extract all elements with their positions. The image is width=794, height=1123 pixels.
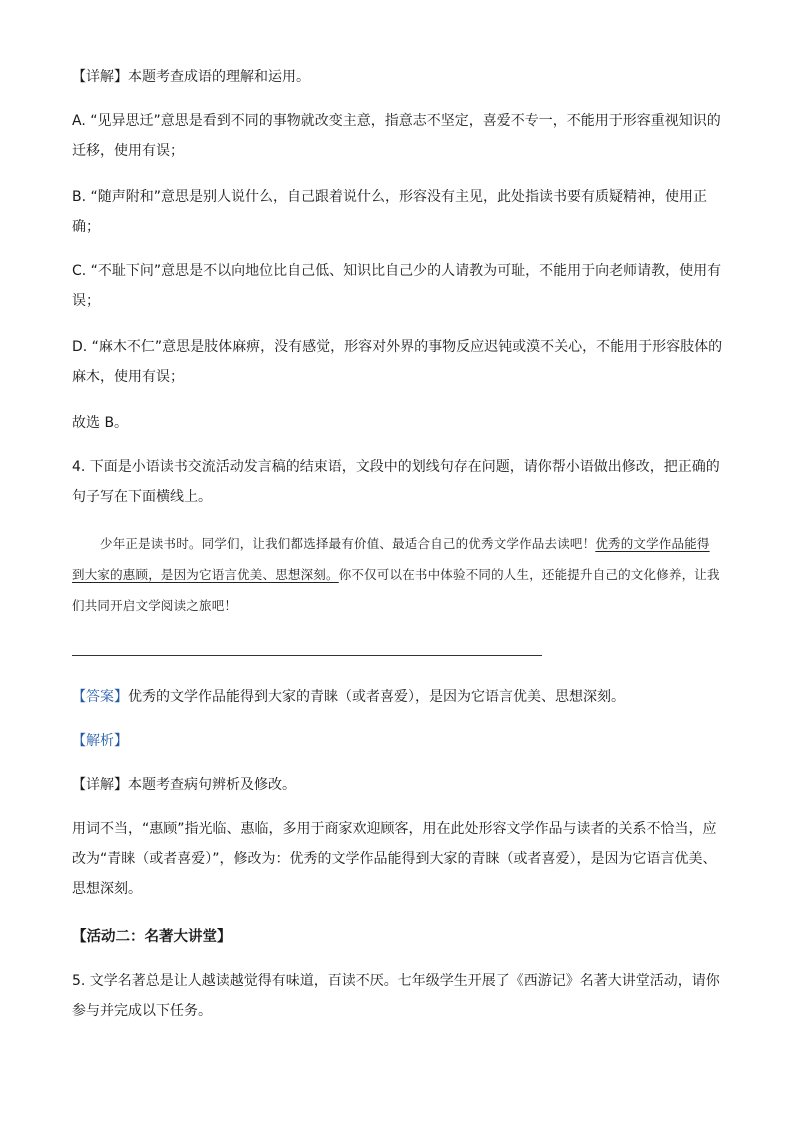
- q4-answer: [72, 682, 724, 712]
- answer-text: 优秀的文学作品能得到大家的青睐（或者喜爱），是因为它语言优美、思想深刻。: [128, 689, 625, 705]
- passage-before: 少年正是读书时。同学们，让我们都选择最有价值、最适合自己的优秀文学作品去读吧！: [100, 536, 596, 551]
- passage-after: 你不仅可以在书中体验不同的人生，还能提升自己的文化修养，让我们共同开启文学阅读之旅吧！: [72, 567, 720, 613]
- q4-explanation: 用词不当，“惠顾”指光临、惠临，多用于商家欢迎顾客，用在此处形容文学作品与读者的关系不恰当，应改为“青睐（或者喜爱）”，修改为：优秀的文学作品能得到大家的青睐（或者喜爱），是因为它语言优美、思想深刻。: [72, 821, 717, 897]
- answer-label: 【答案】: [72, 689, 128, 705]
- q3-conclusion: 故选 B。: [72, 415, 129, 431]
- q4-detail: 【详解】本题考查病句辨析及修改。: [72, 777, 296, 793]
- q4-analysis-label: 【解析】: [72, 733, 128, 749]
- q3-option-c: C. “不耻下问”意思是不以向地位比自己低、知识比自己少的人请教为可耻，不能用于向老师请教，使用有误；: [72, 263, 722, 309]
- q3-option-a: A. “见异思迁”意思是看到不同的事物就改变主意，指意志不坚定，喜爱不专一，不能用于形容重视知识的迁移，使用有误；: [72, 113, 721, 159]
- q4-passage: [72, 528, 720, 621]
- passage-underlined-sentence: 优秀的文学作品能得到大家的惠顾，是因为它语言优美、思想深刻。: [72, 536, 710, 582]
- q3-detail: 【详解】本题考查成语的理解和运用。: [72, 69, 310, 85]
- q3-option-b: B. “随声附和”意思是别人说什么，自己跟着说什么，形容没有主见，此处指读书要有质疑精神，使用正确；: [72, 189, 708, 235]
- section-2-title: 【活动二：名著大讲堂】: [72, 929, 232, 945]
- q4-prompt: 4. 下面是小语读书交流活动发言稿的结束语，文段中的划线句存在问题，请你帮小语做出修改，把正确的句子写在下面横线上。: [72, 459, 720, 505]
- answer-blank-line[interactable]: [72, 655, 542, 656]
- q5-prompt: 5. 文学名著总是让人越读越觉得有味道，百读不厌。七年级学生开展了《西游记》名著大讲堂活动，请你参与并完成以下任务。: [72, 973, 720, 1019]
- q3-option-d: D. “麻木不仁”意思是肢体麻痹，没有感觉，形容对外界的事物反应迟钝或漠不关心，不能用于形容肢体的麻木，使用有误；: [72, 339, 723, 385]
